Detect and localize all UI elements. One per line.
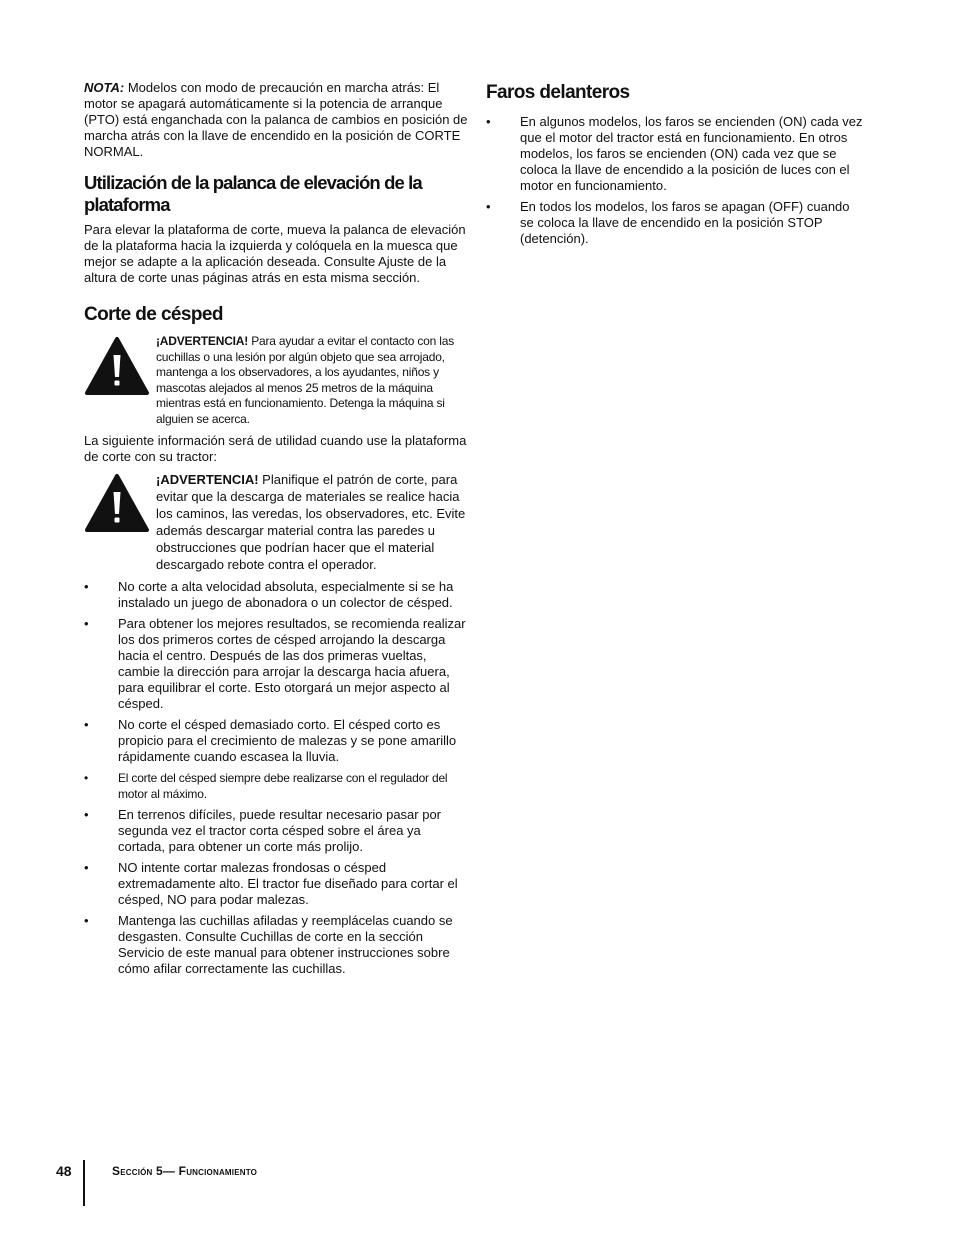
note-label: NOTA:	[84, 80, 125, 95]
list-item: • No corte a alta velocidad absoluta, especialmente si se ha instalado un juego de abonadora o un colector de césped.	[84, 579, 454, 610]
platform-lift-text: Para elevar la plataforma de corte, mueva la palanca de elevación de la plataforma hacia la izquierda y colóquela en la muesca que mejor se adapte a la aplicación deseada. Consulte Ajuste de la altura de corte unas páginas atrás en esta misma sección.	[84, 222, 466, 285]
headlights-bullet-list	[486, 114, 866, 247]
list-item: • Mantenga las cuchillas afiladas y reemplácelas cuando se desgasten. Consulte Cuchillas de corte en la sección Servicio de este manual para obtener instrucciones sobre cómo afilar correctamente las cuchillas.	[84, 913, 453, 976]
platform-lift-heading: Utilización de la palanca de elevación de la plataforma	[84, 172, 422, 215]
bullet-icon: •	[486, 199, 491, 214]
mowing-intro: La siguiente información será de utilidad cuando use la plataforma de corte con su tractor:	[84, 433, 467, 464]
warning-1-label: ¡ADVERTENCIA!	[156, 334, 249, 348]
warning-2-paragraph	[156, 471, 470, 573]
mowing-heading: Corte de césped	[84, 304, 223, 325]
warning-block-2	[84, 471, 470, 573]
list-item: • Para obtener los mejores resultados, se recomienda realizar los dos primeros cortes de césped arrojando la descarga hacia el centro. Después de las dos primeras vueltas, cambie la dirección para arrojar la descarga hacia afuera, para equilibrar el corte. Esto otorgará un mejor aspecto al césped.	[84, 616, 466, 711]
page-footer	[0, 1160, 954, 1210]
list-item: • NO intente cortar malezas frondosas o césped extremadamente alto. El tractor fue diseñado para cortar el césped, NO para podar malezas.	[84, 860, 458, 907]
bullet-icon: •	[84, 913, 89, 928]
warning-triangle-icon	[84, 336, 150, 396]
warning-block-1	[84, 334, 470, 427]
list-item: • No corte el césped demasiado corto. El césped corto es propicio para el crecimiento de malezas y se pone amarillo rápidamente cuando escasea la lluvia.	[84, 717, 457, 764]
footer-divider	[83, 1160, 85, 1206]
note-text: Modelos con modo de precaución en marcha atrás: El motor se apagará automáticamente si la potencia de arranque (PTO) está enganchada con la palanca de cambios en posición de marcha atrás con la llave de encendido en la posición de CORTE NORMAL.	[84, 80, 468, 159]
mowing-bullet-list	[84, 579, 470, 977]
bullet-icon: •	[84, 579, 89, 594]
list-item: • En terrenos difíciles, puede resultar necesario pasar por segunda vez el tractor corta césped sobre el área ya cortada, para obtener un corte más prolijo.	[84, 807, 442, 854]
right-column	[486, 80, 866, 252]
note-paragraph	[84, 80, 470, 160]
list-item: • En algunos modelos, los faros se encienden (ON) cada vez que el motor del tractor está en funcionamiento. En otros modelos, los faros se encienden (ON) cada vez que se coloca la llave de encendido a la posición de luces con el motor en funcionamiento.	[486, 114, 863, 193]
bullet-icon: •	[84, 616, 89, 631]
warning-2-label: ¡ADVERTENCIA!	[156, 472, 259, 487]
warning-2-text: Planifique el patrón de corte, para evitar que la descarga de materiales se realice hacia los caminos, las veredas, los observadores, etc. Evite además descargar material contra las paredes u obstrucciones que podrían hacer que el material descargado rebote contra el operador.	[156, 472, 466, 572]
warning-triangle-icon	[84, 473, 150, 533]
bullet-icon: •	[84, 717, 89, 732]
bullet-icon: •	[84, 807, 89, 822]
warning-1-paragraph	[156, 334, 470, 427]
headlights-heading: Faros delanteros	[486, 82, 630, 103]
bullet-icon: •	[486, 114, 491, 129]
left-column	[84, 80, 470, 982]
bullet-icon: •	[84, 771, 89, 785]
list-item: • En todos los modelos, los faros se apagan (OFF) cuando se coloca la llave de encendido en la posición STOP (detención).	[486, 199, 850, 246]
page-number: 48	[56, 1163, 72, 1179]
list-item: • El corte del césped siempre debe realizarse con el regulador del motor al máximo.	[84, 771, 448, 801]
bullet-icon: •	[84, 860, 89, 875]
section-title: Sección 5— Funcionamiento	[112, 1164, 258, 1178]
warning-1-text: Para ayudar a evitar el contacto con las cuchillas o una lesión por algún objeto que sea arrojado, mantenga a los observadores, a los ayudantes, niños y mascotas alejados al menos 25 metros de la máquina mientras está en funcionamiento. Detenga la máquina si alguien se acerca.	[156, 334, 454, 426]
